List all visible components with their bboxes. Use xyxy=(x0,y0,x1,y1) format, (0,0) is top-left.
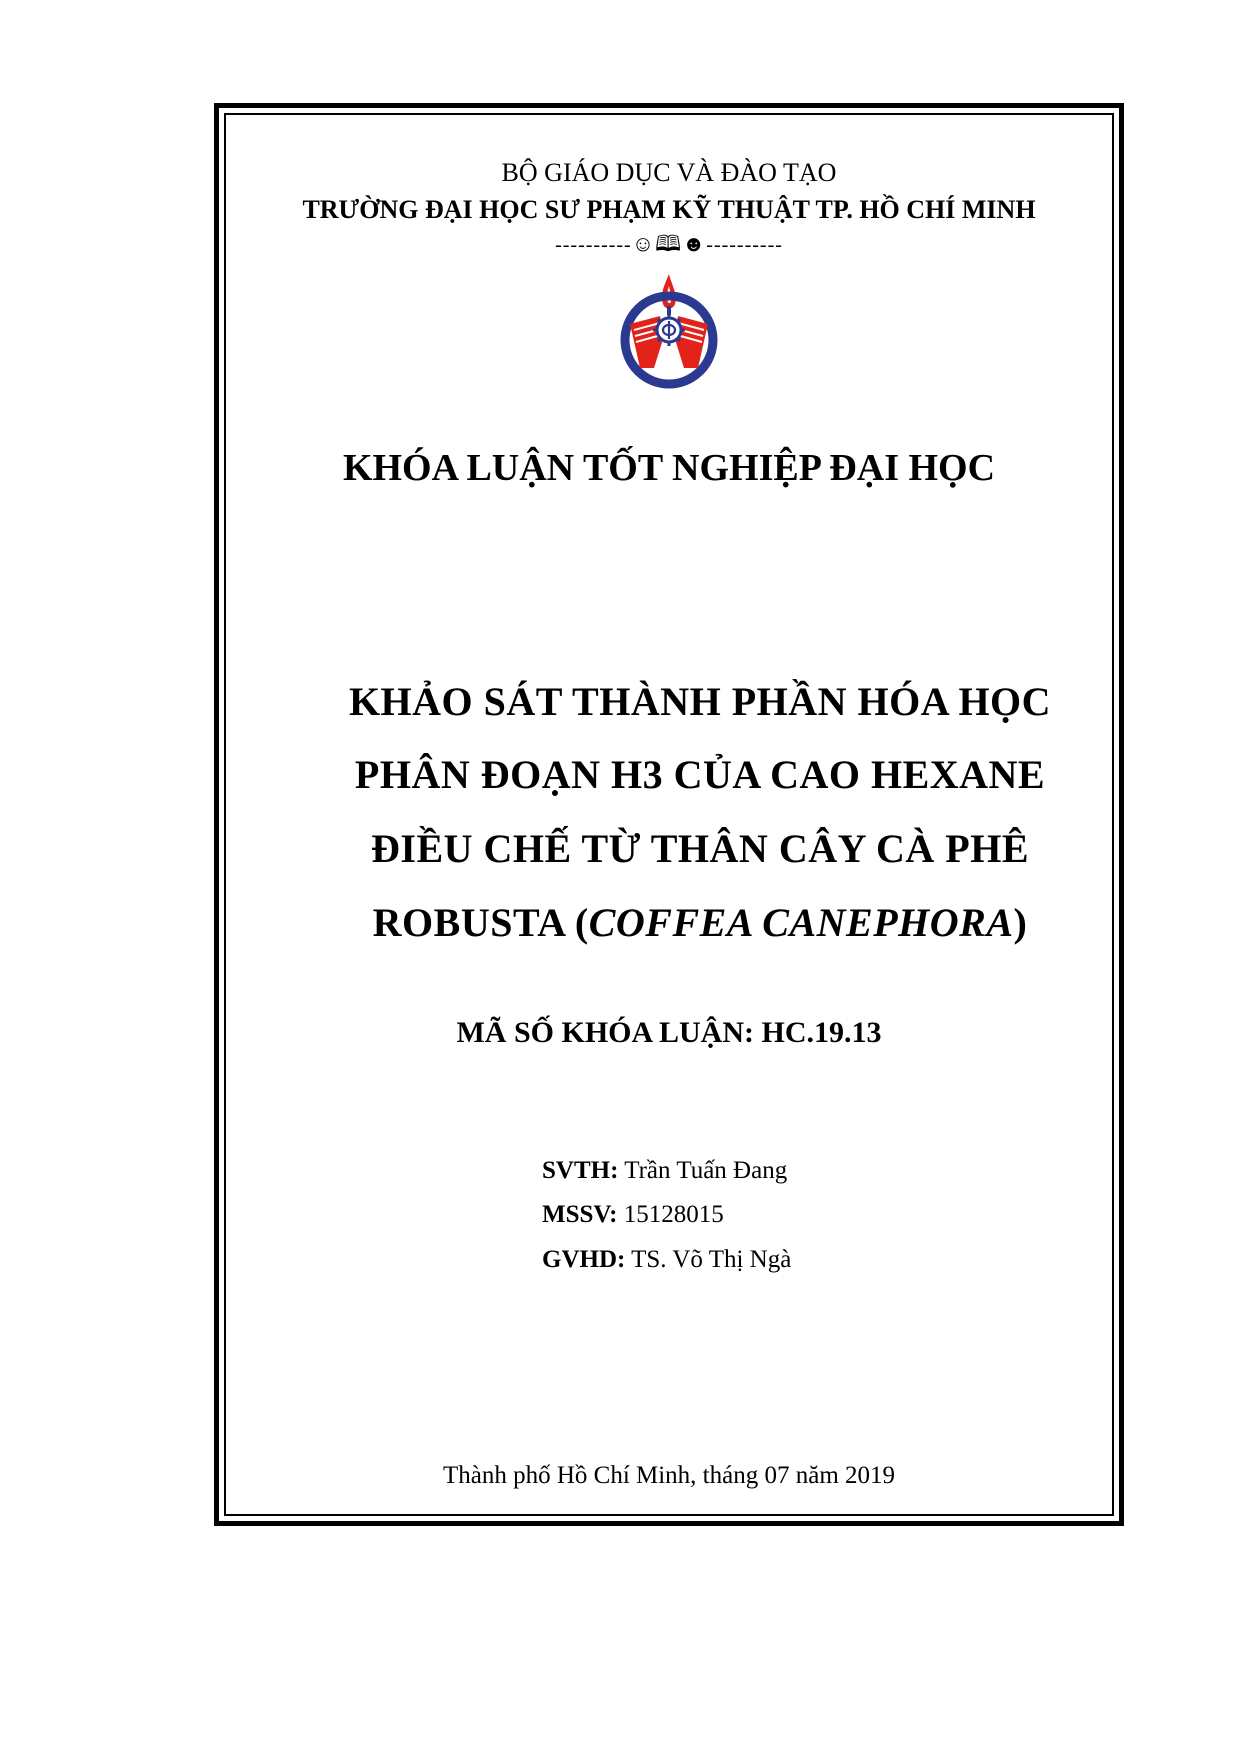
species-name: COFFEA CANEPHORA xyxy=(588,900,1014,945)
thesis-title-line-2: PHÂN ĐOẠN H3 CỦA CAO HEXANE xyxy=(354,752,1046,797)
svth-label: SVTH: xyxy=(542,1157,619,1184)
title-line-4-prefix: ROBUSTA ( xyxy=(372,900,589,945)
ornament-dashes-right: ---------- xyxy=(706,234,783,256)
school-name: TRƯỜNG ĐẠI HỌC SƯ PHẠM KỸ THUẬT TP. HỒ CHÍ MINH xyxy=(302,195,1036,224)
svth-value: Trần Tuấn Đang xyxy=(618,1157,788,1184)
ministry-name: BỘ GIÁO DỤC VÀ ĐÀO TẠO xyxy=(501,158,837,187)
student-name-row xyxy=(542,1156,787,1186)
mssv-label: MSSV: xyxy=(542,1201,618,1228)
university-emblem-icon xyxy=(614,272,724,390)
thesis-title-line-1: KHẢO SÁT THÀNH PHẦN HÓA HỌC xyxy=(348,679,1052,724)
gvhd-label: GVHD: xyxy=(542,1246,626,1273)
gvhd-value: TS. Võ Thị Ngà xyxy=(625,1246,792,1273)
ornament-divider xyxy=(224,232,1114,257)
place-and-date: Thành phố Hồ Chí Minh, tháng 07 năm 2019 xyxy=(442,1462,896,1489)
supervisor-row xyxy=(542,1245,791,1275)
thesis-type-heading: KHÓA LUẬN TỐT NGHIỆP ĐẠI HỌC xyxy=(342,447,996,489)
mssv-value: 15128015 xyxy=(617,1201,724,1228)
thesis-code: MÃ SỐ KHÓA LUẬN: HC.19.13 xyxy=(456,1016,882,1049)
thesis-title-line-3: ĐIỀU CHẾ TỪ THÂN CÂY CÀ PHÊ xyxy=(370,826,1029,871)
ornament-dashes-left: ---------- xyxy=(555,234,632,256)
title-line-4-suffix: ) xyxy=(1013,900,1028,945)
thesis-title-line-4 xyxy=(300,900,1100,946)
book-ornament-icon: ☺🕮☻ xyxy=(631,231,707,256)
student-id-row xyxy=(542,1200,724,1230)
